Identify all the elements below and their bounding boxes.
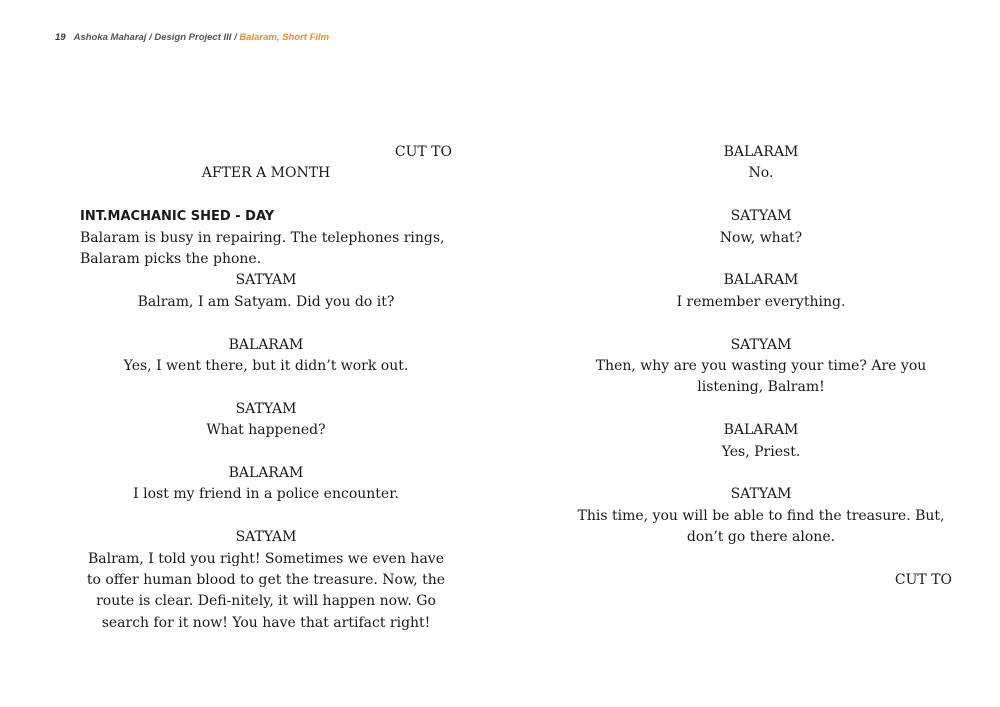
spacer [80,506,452,527]
spacer [80,185,452,206]
spacer [80,377,452,398]
dialogue-line: Yes, I went there, but it didn’t work out. [123,358,409,375]
character-name: SATYAM [730,208,792,225]
transition-cut-to: CUT TO [894,572,952,589]
dialogue-line: Then, why are you wasting your time? Are you listening, Balram! [595,358,927,396]
character-name: SATYAM [235,529,297,546]
dialogue-block [575,142,947,185]
spacer [80,442,452,463]
dialogue-line: No. [748,165,774,182]
scene-heading: INT.MACHANIC SHED - DAY [80,209,275,225]
dialogue-block [80,270,452,313]
spacer [80,313,452,334]
transition-cut-to: CUT TO [394,144,452,160]
header-path: Ashoka Maharaj / Design Project III / [73,32,240,43]
character-name: SATYAM [235,272,297,289]
spacer [575,463,947,484]
character-name: BALARAM [723,144,799,160]
dialogue-block [575,270,947,313]
dialogue-block [80,463,452,506]
character-name: SATYAM [730,336,792,353]
character-name: BALARAM [723,272,799,289]
dialogue-line: Balram, I am Satyam. Did you do it? [137,293,395,310]
dialogue-block [575,335,947,399]
spacer [575,549,947,570]
dialogue-block [575,484,947,548]
dialogue-line: Now, what? [719,229,803,246]
dialogue-block [575,206,947,249]
dialogue-line: Balram, I told you right! Sometimes we even have to offer human blood to get the treasure. Now, the route is clear. Defi-nitely, it will happen now. Go search for it now! You have that artifact right! [86,550,446,631]
character-name: SATYAM [235,400,297,417]
dialogue-line: This time, you will be able to find the treasure. But, don’t go there alone. [577,507,945,546]
character-name: BALARAM [723,422,799,439]
page-header [55,32,329,43]
spacer [575,249,947,270]
character-name: SATYAM [730,486,792,503]
dialogue-block [80,399,452,442]
dialogue-block [80,335,452,378]
spacer [575,313,947,334]
dialogue-block [80,527,452,634]
dialogue-line: Yes, Priest. [721,443,801,460]
dialogue-line: I remember everything. [676,293,846,310]
spacer [575,185,947,206]
dialogue-line: What happened? [206,422,326,439]
dialogue-line: I lost my friend in a police encounter. [133,486,399,503]
left-script-column [80,142,452,634]
spacer [575,399,947,420]
right-script-column [575,142,952,591]
character-name: BALARAM [228,336,304,353]
dialogue-block [575,420,947,463]
action-description: Balaram is busy in repairing. The telephones rings, Balaram picks the phone. [80,229,445,268]
character-name: BALARAM [228,465,304,482]
time-note: AFTER A MONTH [201,165,331,182]
header-highlight: Balaram, Short Film [239,32,330,43]
page-number: 19 [55,32,66,43]
